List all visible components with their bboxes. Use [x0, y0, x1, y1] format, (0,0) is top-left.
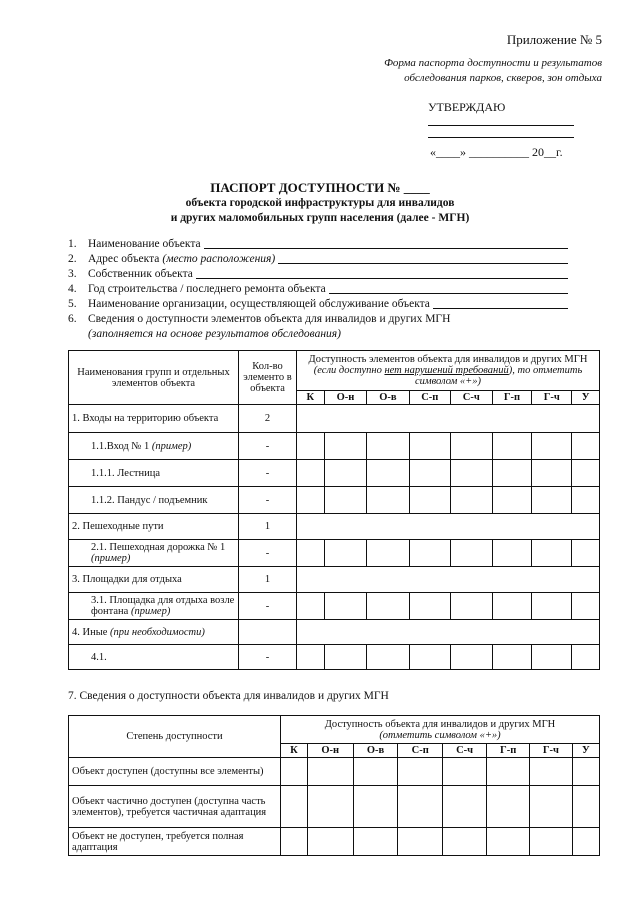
item-label: Год строительства / последнего ремонта объекта — [88, 283, 326, 295]
access-cell — [353, 828, 398, 856]
element-label: 3.1. Площадка для отдыха возле фонтана — [91, 595, 235, 617]
category-header: К — [281, 744, 308, 758]
category-header: С-п — [409, 391, 451, 405]
access-cell — [409, 433, 451, 460]
element-count: - — [239, 645, 297, 670]
element-label: 2. Пешеходные пути — [72, 521, 164, 532]
title-line: объекта городской инфраструктуры для инвалидов — [185, 197, 455, 210]
category-header: Г-п — [492, 391, 532, 405]
approve-label: УТВЕРЖДАЮ — [428, 100, 506, 114]
access-cell — [297, 540, 325, 567]
col-header-name: Наименования групп и отдельных элементов объекта — [69, 351, 239, 405]
form-note-line: Форма паспорта доступности и результатов — [384, 57, 602, 69]
approve-date: «____» __________ 20__г. — [430, 145, 563, 159]
access-cell — [367, 593, 409, 620]
element-name — [69, 540, 239, 567]
access-cell — [572, 758, 599, 786]
access-cell — [442, 828, 486, 856]
element-name — [69, 487, 239, 514]
category-header: К — [297, 391, 325, 405]
access-cell — [451, 593, 492, 620]
access-cell — [398, 786, 443, 828]
item-fill-line — [329, 292, 568, 294]
title-line: ПАСПОРТ ДОСТУПНОСТИ № ____ — [210, 180, 430, 195]
item-label: Наименование организации, осуществляющей обслуживание объекта — [88, 298, 430, 310]
item-note: (место расположения) — [162, 253, 276, 265]
item-label: Собственник объекта — [88, 268, 193, 280]
access-cell — [451, 460, 492, 487]
item-fill-line — [278, 262, 568, 264]
access-cell — [324, 593, 367, 620]
table-row — [69, 433, 600, 460]
access-cell — [297, 487, 325, 514]
info-item — [68, 282, 568, 297]
item-number: 3. — [68, 268, 77, 280]
access-cell — [492, 487, 532, 514]
access-cell — [492, 593, 532, 620]
access-cell — [530, 828, 573, 856]
access-cell — [451, 645, 492, 670]
access-cell — [409, 593, 451, 620]
access-cell — [532, 540, 572, 567]
item-fill-line — [433, 307, 568, 309]
access-cell — [324, 645, 367, 670]
item-fill-line — [196, 277, 568, 279]
access-cell — [451, 540, 492, 567]
access-cell — [532, 487, 572, 514]
col-header-access: Доступность объекта для инвалидов и других МГН (отметить символом «+») — [281, 716, 600, 744]
element-name — [69, 620, 239, 645]
category-header: У — [572, 744, 599, 758]
element-count — [239, 620, 297, 645]
category-header: С-ч — [451, 391, 492, 405]
info-items — [68, 237, 568, 342]
element-label: 1.1.Вход № 1 — [91, 440, 150, 452]
table-row — [69, 758, 600, 786]
element-count: - — [239, 460, 297, 487]
access-cell — [451, 433, 492, 460]
item-number: 5. — [68, 298, 77, 310]
access-cell — [572, 487, 600, 514]
access-cell — [367, 433, 409, 460]
element-name — [69, 433, 239, 460]
access-cell — [409, 645, 451, 670]
col-header-access: Доступность элементов объекта для инвалидов и других МГН (если доступно нет нарушений требований), то отметить символом «+») — [297, 351, 600, 391]
element-label: 1.1.1. Лестница — [91, 467, 160, 479]
table-row — [69, 786, 600, 828]
element-label: 4. Иные — [72, 626, 108, 638]
element-name — [69, 593, 239, 620]
signature-line — [428, 125, 574, 126]
item-label: Сведения о доступности элементов объекта для инвалидов и других МГН — [88, 313, 451, 325]
access-cell — [492, 645, 532, 670]
access-cell — [492, 460, 532, 487]
access-cell — [281, 786, 308, 828]
access-cell — [487, 758, 530, 786]
degree-label: Объект не доступен, требуется полная адаптация — [69, 828, 281, 856]
category-header: О-в — [367, 391, 409, 405]
access-cell — [367, 460, 409, 487]
access-cell — [572, 433, 600, 460]
category-header: У — [572, 391, 600, 405]
access-cell — [532, 433, 572, 460]
col-header-count: Кол-во элементо в объекта — [239, 351, 297, 405]
access-cell — [572, 828, 599, 856]
access-cell — [281, 758, 308, 786]
element-count: - — [239, 487, 297, 514]
category-header: Г-ч — [530, 744, 573, 758]
access-cell — [492, 540, 532, 567]
access-cell — [530, 786, 573, 828]
category-header: С-ч — [442, 744, 486, 758]
access-cell — [409, 540, 451, 567]
access-cell — [281, 828, 308, 856]
group-span-cell — [297, 514, 600, 540]
element-name — [69, 514, 239, 540]
info-item — [68, 297, 568, 312]
item-number: 4. — [68, 283, 77, 295]
element-count: 2 — [239, 405, 297, 433]
element-label: 1.1.2. Пандус / подъемник — [91, 494, 208, 506]
category-header: О-н — [307, 744, 353, 758]
table-row — [69, 645, 600, 670]
element-count: - — [239, 433, 297, 460]
access-cell — [297, 433, 325, 460]
element-count: - — [239, 593, 297, 620]
element-name — [69, 405, 239, 433]
group-span-cell — [297, 620, 600, 645]
category-header: О-н — [324, 391, 367, 405]
item-note: (заполняется на основе результатов обследования) — [88, 328, 341, 340]
form-note — [272, 56, 602, 86]
access-cell — [398, 828, 443, 856]
table-row — [69, 405, 600, 433]
element-note: (пример) — [91, 553, 131, 564]
access-cell — [324, 487, 367, 514]
access-cell — [324, 433, 367, 460]
access-cell — [324, 540, 367, 567]
access-cell — [307, 758, 353, 786]
access-cell — [532, 460, 572, 487]
title-line: и других маломобильных групп населения (далее - МГН) — [170, 211, 470, 224]
availability-table — [68, 715, 600, 856]
access-cell — [367, 540, 409, 567]
table-row — [69, 460, 600, 487]
access-cell — [297, 645, 325, 670]
degree-label: Объект частично доступен (доступна часть элементов), требуется частичная адаптация — [69, 786, 281, 828]
access-cell — [532, 645, 572, 670]
info-item — [68, 312, 568, 327]
element-note: (пример) — [130, 606, 171, 617]
element-label: 2.1. Пешеходная дорожка № 1 — [91, 542, 226, 553]
access-cell — [367, 487, 409, 514]
section7-heading: 7. Сведения о доступности объекта для инвалидов и других МГН — [68, 690, 389, 702]
access-cell — [409, 460, 451, 487]
item-number: 1. — [68, 238, 77, 250]
element-name — [69, 460, 239, 487]
access-cell — [572, 460, 600, 487]
element-label: 3. Площадки для отдыха — [72, 574, 182, 585]
info-item — [68, 237, 568, 252]
form-note-line: обследования парков, скверов, зон отдыха — [404, 71, 602, 84]
element-count: 1 — [239, 567, 297, 593]
element-note: (пример) — [151, 440, 192, 452]
info-item — [68, 267, 568, 282]
access-cell — [572, 540, 600, 567]
access-cell — [324, 460, 367, 487]
access-cell — [297, 460, 325, 487]
access-cell — [492, 433, 532, 460]
access-cell — [409, 487, 451, 514]
item-label: Наименование объекта — [88, 238, 201, 250]
access-cell — [530, 758, 573, 786]
table-row — [69, 540, 600, 567]
category-header: О-в — [353, 744, 398, 758]
group-span-cell — [297, 405, 600, 433]
access-cell — [572, 593, 600, 620]
group-span-cell — [297, 567, 600, 593]
elements-table — [68, 350, 600, 670]
document-title — [0, 180, 640, 225]
access-cell — [442, 758, 486, 786]
access-cell — [353, 758, 398, 786]
element-count: - — [239, 540, 297, 567]
col-header-degree: Степень доступности — [69, 716, 281, 758]
item-fill-line — [204, 247, 568, 249]
table-row — [69, 828, 600, 856]
access-cell — [442, 786, 486, 828]
access-cell — [398, 758, 443, 786]
category-header: С-п — [398, 744, 443, 758]
element-count: 1 — [239, 514, 297, 540]
access-cell — [572, 645, 600, 670]
info-item — [68, 252, 568, 267]
category-header: Г-п — [487, 744, 530, 758]
access-cell — [532, 593, 572, 620]
element-note: (при необходимости) — [110, 626, 205, 638]
element-name — [69, 645, 239, 670]
table-row — [69, 487, 600, 514]
access-cell — [307, 828, 353, 856]
item-number: 2. — [68, 253, 77, 265]
table-row — [69, 514, 600, 540]
element-label: 1. Входы на территорию объекта — [72, 413, 219, 424]
access-cell — [487, 786, 530, 828]
item-number: 6. — [68, 313, 77, 325]
category-header: Г-ч — [532, 391, 572, 405]
element-name — [69, 567, 239, 593]
element-label: 4.1. — [91, 651, 107, 663]
appendix-label: Приложение № 5 — [506, 32, 602, 47]
access-cell — [297, 593, 325, 620]
access-cell — [353, 786, 398, 828]
table-row — [69, 620, 600, 645]
signature-line — [428, 137, 574, 138]
access-cell — [451, 487, 492, 514]
access-cell — [487, 828, 530, 856]
access-cell — [572, 786, 599, 828]
access-cell — [367, 645, 409, 670]
access-cell — [307, 786, 353, 828]
item-label: Адрес объекта — [88, 253, 160, 265]
table-row — [69, 593, 600, 620]
degree-label: Объект доступен (доступны все элементы) — [69, 758, 281, 786]
table-row — [69, 567, 600, 593]
